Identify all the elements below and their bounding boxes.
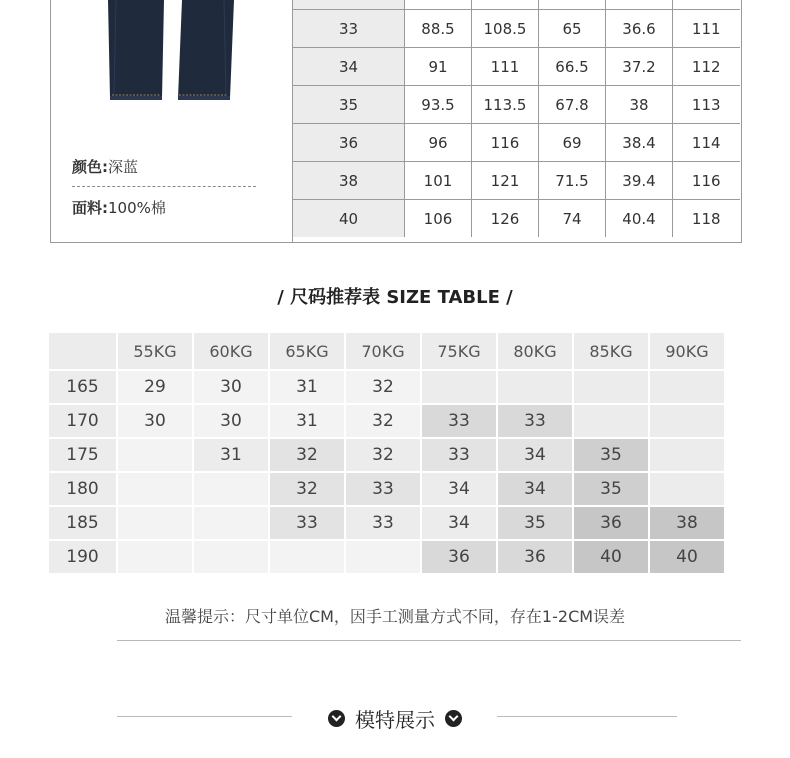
size-cell: 36: [574, 507, 648, 539]
size-cell: [118, 507, 192, 539]
value-cell: 71.5: [539, 162, 606, 200]
value-cell: 36.6: [606, 10, 673, 48]
size-cell: 30: [194, 405, 268, 437]
size-cell: 36: [422, 541, 496, 573]
table-row: [293, 200, 740, 238]
weight-header: 90KG: [650, 333, 724, 369]
value-cell: 111: [673, 10, 740, 48]
size-cell: 34: [293, 48, 405, 86]
divider: [117, 640, 741, 641]
size-cell: [650, 405, 724, 437]
table-row: [293, 86, 740, 124]
value-cell: 112: [673, 48, 740, 86]
table-row: [49, 439, 724, 471]
value-cell: 38: [606, 86, 673, 124]
value-cell: 67.8: [539, 86, 606, 124]
value-cell: 88.5: [405, 10, 472, 48]
size-cell: 38: [293, 162, 405, 200]
value-cell: 116: [472, 124, 539, 162]
size-cell: 31: [270, 371, 344, 403]
table-row: [293, 124, 740, 162]
size-cell: 35: [293, 86, 405, 124]
color-attribute: [72, 156, 138, 177]
size-cell: 34: [498, 439, 572, 471]
height-header: 180: [49, 473, 116, 505]
size-cell: [118, 439, 192, 471]
size-cell: [270, 541, 344, 573]
value-cell: 126: [472, 200, 539, 238]
height-header: 175: [49, 439, 116, 471]
table-row: [293, 10, 740, 48]
value-cell: 93.5: [405, 86, 472, 124]
table-row: [49, 473, 724, 505]
value-cell: 106: [405, 200, 472, 238]
size-cell: [498, 371, 572, 403]
value-cell: 116: [673, 162, 740, 200]
chevron-down-icon: [445, 710, 462, 727]
dashed-divider: [72, 186, 256, 187]
value-cell: 74: [539, 200, 606, 238]
size-cell: 31: [194, 439, 268, 471]
value-cell: 40.4: [606, 200, 673, 238]
size-cell: [194, 473, 268, 505]
table-row: [49, 507, 724, 539]
size-cell: 32: [346, 405, 420, 437]
height-header: 185: [49, 507, 116, 539]
product-info: [51, 0, 293, 242]
table-row: [293, 162, 740, 200]
value-cell: 69: [539, 124, 606, 162]
weight-header: 75KG: [422, 333, 496, 369]
fabric-attribute: [72, 197, 166, 218]
size-cell: 38: [650, 507, 724, 539]
size-cell: [194, 541, 268, 573]
size-cell: 31: [270, 405, 344, 437]
model-section-header: [0, 704, 790, 733]
size-cell: 32: [346, 439, 420, 471]
weight-header: 65KG: [270, 333, 344, 369]
size-cell: 33: [346, 473, 420, 505]
fabric-value: 100%棉: [108, 199, 166, 217]
value-cell: 108.5: [472, 10, 539, 48]
jeans-image: [106, 0, 236, 104]
size-cell: 33: [346, 507, 420, 539]
size-cell: 36: [293, 124, 405, 162]
table-row: [49, 541, 724, 573]
size-cell: [650, 439, 724, 471]
weight-header-row: [49, 333, 724, 369]
size-cell: 40: [574, 541, 648, 573]
size-cell: 40: [293, 200, 405, 238]
corner-cell: [49, 333, 116, 369]
size-cell: 32: [270, 473, 344, 505]
color-label: 颜色:: [72, 158, 108, 176]
chevron-down-icon: [328, 710, 345, 727]
size-cell: 33: [498, 405, 572, 437]
measurement-table: [293, 0, 740, 237]
table-row: [49, 371, 724, 403]
height-header: 190: [49, 541, 116, 573]
color-value: 深蓝: [108, 158, 139, 176]
size-cell: [650, 371, 724, 403]
size-cell: 35: [498, 507, 572, 539]
size-cell: [422, 371, 496, 403]
size-cell: [574, 371, 648, 403]
size-cell: 35: [574, 473, 648, 505]
height-header: 170: [49, 405, 116, 437]
size-cell: 32: [346, 371, 420, 403]
value-cell: 65: [539, 10, 606, 48]
weight-header: 85KG: [574, 333, 648, 369]
size-cell: 32: [270, 439, 344, 471]
size-cell: 33: [270, 507, 344, 539]
weight-header: 70KG: [346, 333, 420, 369]
size-cell: 30: [194, 371, 268, 403]
spec-panel: [50, 0, 742, 243]
size-cell: 34: [422, 473, 496, 505]
size-cell: 34: [498, 473, 572, 505]
size-cell: 33: [293, 10, 405, 48]
size-recommendation-table: [47, 331, 726, 575]
size-cell: [574, 405, 648, 437]
value-cell: 113.5: [472, 86, 539, 124]
size-table-title: / 尺码推荐表 SIZE TABLE /: [277, 287, 513, 308]
table-row: [293, 48, 740, 86]
weight-header: 80KG: [498, 333, 572, 369]
size-cell: 40: [650, 541, 724, 573]
value-cell: 38.4: [606, 124, 673, 162]
value-cell: 37.2: [606, 48, 673, 86]
height-header: 165: [49, 371, 116, 403]
size-cell: [118, 473, 192, 505]
size-cell: 33: [422, 405, 496, 437]
table-row: [49, 405, 724, 437]
model-section-title: 模特展示: [355, 708, 435, 732]
fabric-label: 面料:: [72, 199, 108, 217]
size-cell: 34: [422, 507, 496, 539]
size-cell: 35: [574, 439, 648, 471]
size-cell: [118, 541, 192, 573]
table-row-partial: [293, 0, 740, 10]
value-cell: 118: [673, 200, 740, 238]
weight-header: 55KG: [118, 333, 192, 369]
size-cell: 30: [118, 405, 192, 437]
measurement-note: 温馨提示：尺寸单位CM，因手工测量方式不同，存在1-2CM误差: [164, 607, 626, 626]
value-cell: 66.5: [539, 48, 606, 86]
size-cell: [650, 473, 724, 505]
value-cell: 96: [405, 124, 472, 162]
size-cell: 36: [498, 541, 572, 573]
weight-header: 60KG: [194, 333, 268, 369]
value-cell: 91: [405, 48, 472, 86]
size-cell: 33: [422, 439, 496, 471]
value-cell: 39.4: [606, 162, 673, 200]
size-cell: [346, 541, 420, 573]
size-cell: 29: [118, 371, 192, 403]
value-cell: 114: [673, 124, 740, 162]
value-cell: 121: [472, 162, 539, 200]
value-cell: 101: [405, 162, 472, 200]
size-cell: [194, 507, 268, 539]
value-cell: 113: [673, 86, 740, 124]
value-cell: 111: [472, 48, 539, 86]
